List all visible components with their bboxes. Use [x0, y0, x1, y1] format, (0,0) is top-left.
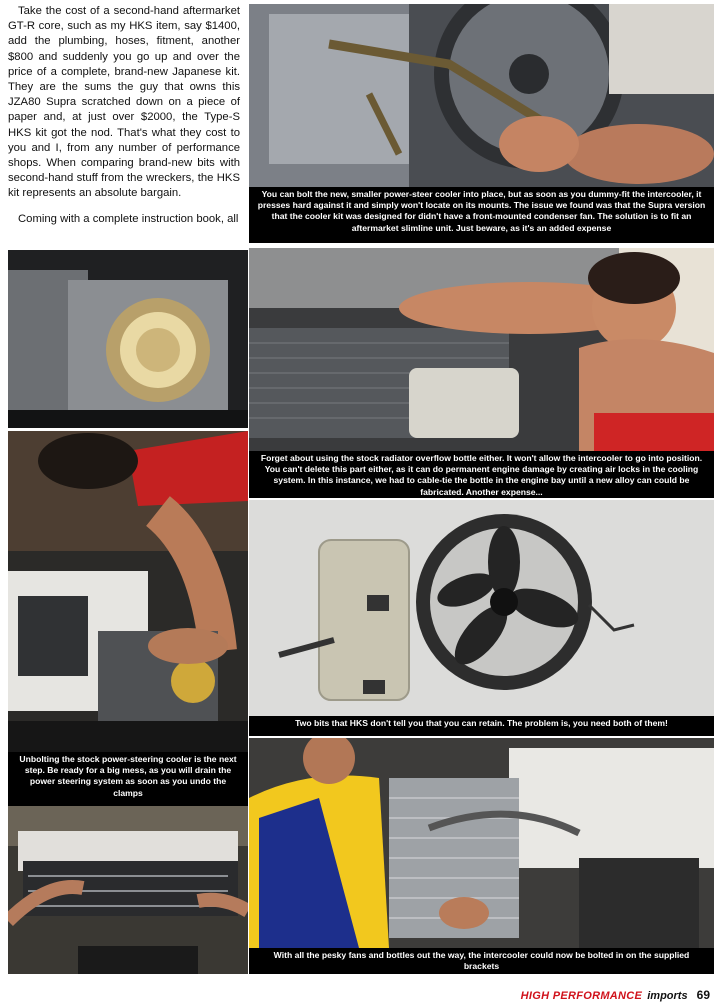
caption-steer-cooler: You can bolt the new, smaller power-steer cooler into place, but as soon as you dummy-fit the intercooler, it presses hard against it and simply won't locate on its mounts. The issue we found was that the Supra version that the cooler kit was designed for didn't have a front-mounted condenser fan. The solution is to fit an aftermarket slimline unit. Just beware, as it's an added expense [249, 187, 714, 243]
photo-car-front-hoist [8, 806, 248, 974]
page-footer [521, 988, 710, 1002]
photo-throttle-body [8, 250, 248, 428]
article-body-text [8, 4, 240, 227]
page-number: 69 [696, 988, 710, 1002]
caption-overflow-bottle: Forget about using the stock radiator overflow bottle either. It won't allow the intercooler to go into position. You can't delete this part either, as it can do permanent engine damage by creating air locks in the cooling system. In this instance, we had to cable-tie the bottle in the engine bay until a new alloy can could be fabricated. Another expense... [249, 451, 714, 498]
article-paragraph: Take the cost of a second-hand aftermarket GT-R core, such as my HKS item, say $1400, add the plumbing, hoses, fitment, another $800 and suddenly you go up and over the price of a complete, brand-new Japanese kit. They are the sums the guy that owns this JZA80 Supra scratched down on a piece of paper and, at just over $2000, the Type-S HKS kit got the nod. That's what they cost to you and I, from any number of performance shops. When comparing brand-new bits with second-hand stuff from the wreckers, the HKS kit represents an absolute bargain. [8, 5, 240, 200]
caption-two-bits: Two bits that HKS don't tell you that you can retain. The problem is, you need both of them! [249, 716, 714, 736]
caption-bolted-in: With all the pesky fans and bottles out the way, the intercooler could now be bolted in on the supplied brackets [249, 948, 714, 974]
magazine-subtitle: imports [647, 990, 688, 1002]
photo-fan-and-bottle [249, 500, 714, 716]
caption-unbolting: Unbolting the stock power-steering cooler is the next step. Be ready for a big mess, as you will drain the power steering system as soon as you undo the clamps [8, 752, 248, 806]
photo-fan-bracket [249, 4, 714, 187]
article-paragraph: Coming with a complete instruction book, all [18, 212, 239, 225]
photo-intercooler-fitting [249, 738, 714, 948]
magazine-title: HIGH PERFORMANCE [520, 990, 643, 1002]
photo-mechanic-engine-bay [8, 431, 248, 752]
photo-mechanic-radiator [249, 248, 714, 451]
